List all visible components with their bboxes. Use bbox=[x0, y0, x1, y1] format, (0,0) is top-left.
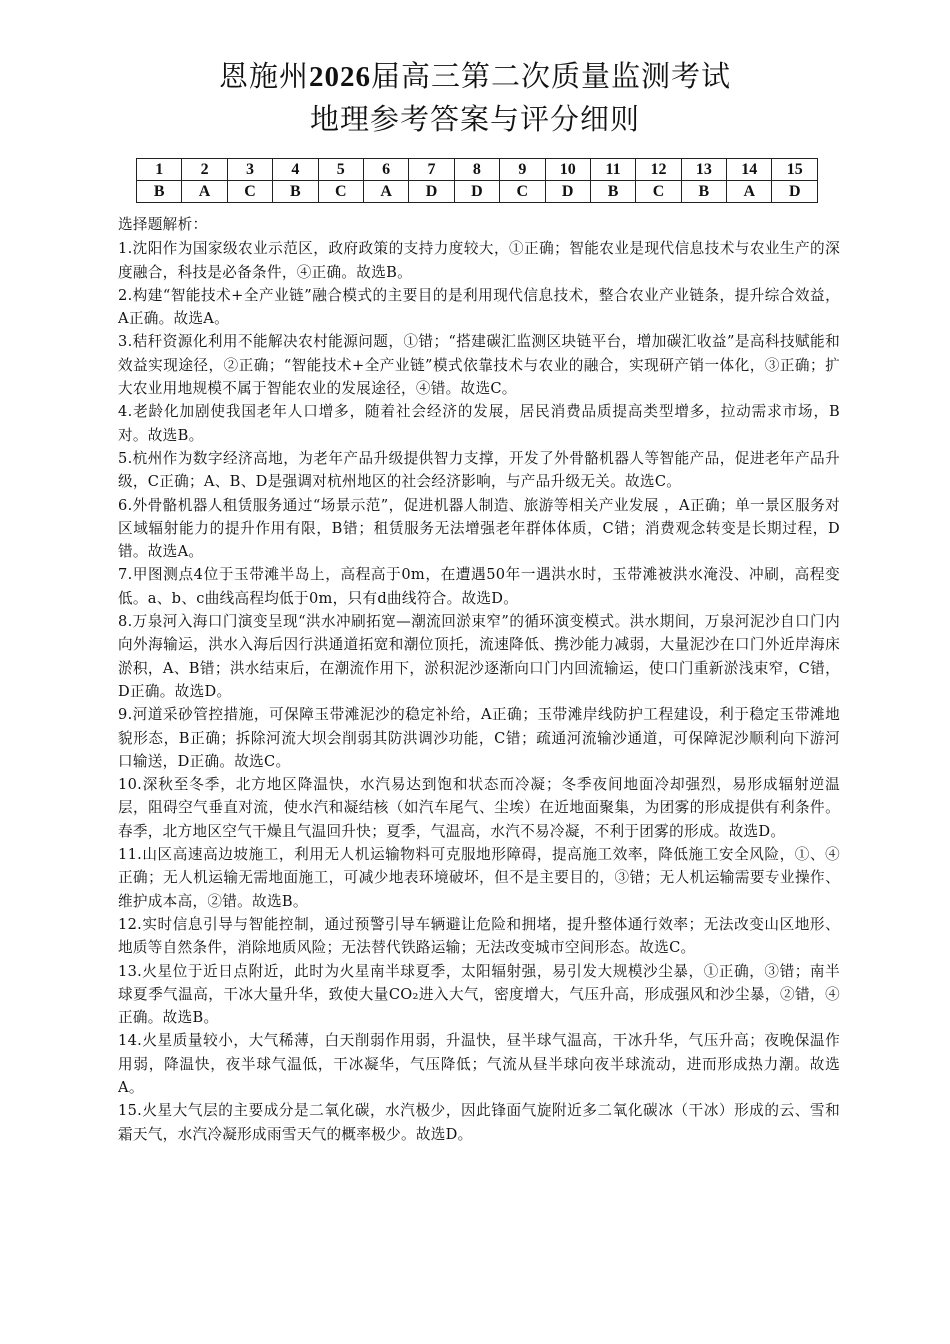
question-number: 2 bbox=[182, 159, 227, 181]
explanation-paragraph: 1.沈阳作为国家级农业示范区，政府政策的支持力度较大，①正确；智能农业是现代信息技术与农业生产的深度融合，科技是必备条件，④正确。故选B。 bbox=[118, 240, 840, 281]
answer-cell: B bbox=[681, 181, 726, 203]
explanation-paragraph: 11.山区高速高边坡施工，利用无人机运输物料可克服地形障碍，提高施工效率，降低施工安全风险，①、④正确；无人机运输无需地面施工，可减少地表环境破坏，但不是主要目的，③错；无人机运输需要专业操作、维护成本高，②错。故选B。 bbox=[118, 846, 840, 910]
answer-cell: B bbox=[137, 181, 182, 203]
section-heading: 选择题解析： bbox=[118, 216, 208, 233]
question-number: 5 bbox=[318, 159, 363, 181]
explanation-paragraph: 2.构建“智能技术+全产业链”融合模式的主要目的是利用现代信息技术，整合农业产业链条，提升综合效益，A正确。故选A。 bbox=[118, 286, 840, 328]
question-number: 15 bbox=[772, 159, 818, 181]
explanation-paragraph: 5.杭州作为数字经济高地，为老年产品升级提供智力支撑，开发了外骨骼机器人等智能产品，促进老年产品升级，C正确；A、B、D是强调对杭州地区的社会经济影响，与产品升级无关。故选C。 bbox=[118, 449, 840, 491]
explanation-paragraph: 7.甲图测点4位于玉带滩半岛上，高程高于0m，在遭遇50年一遇洪水时，玉带滩被洪水淹没、冲刷，高程变低。a、b、c曲线高程均低于0m，只有d曲线符合。故选D。 bbox=[118, 566, 840, 607]
answer-cell: D bbox=[545, 181, 590, 203]
explanation-paragraph: 14.火星质量较小，大气稀薄，白天削弱作用弱，升温快，昼半球气温高，干冰升华，气压升高；夜晚保温作用弱，降温快，夜半球气温低，干冰凝华，气压降低；气流从昼半球向夜半球流动，进而形成热力潮。故选A。 bbox=[118, 1032, 840, 1096]
question-number: 13 bbox=[681, 159, 726, 181]
question-number-row bbox=[137, 159, 818, 181]
answer-cell: B bbox=[590, 181, 635, 203]
answer-cell: A bbox=[182, 181, 227, 203]
explanation-paragraph: 3.秸秆资源化利用不能解决农村能源问题，①错；“搭建碳汇监测区块链平台，增加碳汇收益”是高科技赋能和效益实现途径，②正确；“智能技术+全产业链”模式依靠技术与农业的融合，实现研产销一体化，③正确；扩大农业用地规模不属于智能农业的发展途径，④错。故选C。 bbox=[118, 333, 840, 398]
question-number: 11 bbox=[590, 159, 635, 181]
answer-cell: D bbox=[454, 181, 499, 203]
document-title bbox=[0, 58, 950, 95]
answer-cell: C bbox=[227, 181, 272, 203]
question-number: 8 bbox=[454, 159, 499, 181]
title-prefix: 恩施州 bbox=[218, 59, 309, 93]
explanations-section bbox=[118, 213, 840, 1146]
explanation-paragraph: 10.深秋至冬季，北方地区降温快，水汽易达到饱和状态而冷凝；冬季夜间地面冷却强烈，易形成辐射逆温层，阻碍空气垂直对流，使水汽和凝结核（如汽车尾气、尘埃）在近地面聚集，为团雾的形成提供有利条件。春季，北方地区空气干燥且气温回升快；夏季，气温高，水汽不易冷凝，不利于团雾的形成。故选D。 bbox=[118, 776, 840, 840]
explanation-paragraph: 12.实时信息引导与智能控制，通过预警引导车辆避让危险和拥堵，提升整体通行效率；无法改变山区地形、地质等自然条件，消除地质风险；无法替代铁路运输；无法改变城市空间形态。故选C。 bbox=[118, 915, 840, 957]
question-number: 1 bbox=[137, 159, 182, 181]
question-number: 12 bbox=[636, 159, 681, 181]
answer-cell: C bbox=[636, 181, 681, 203]
answer-row bbox=[137, 181, 818, 203]
answer-key-table bbox=[136, 158, 818, 203]
answer-cell: D bbox=[772, 181, 818, 203]
question-number: 14 bbox=[727, 159, 772, 181]
answer-cell: D bbox=[409, 181, 454, 203]
document-subtitle: 地理参考答案与评分细则 bbox=[309, 102, 640, 136]
explanation-paragraph: 13.火星位于近日点附近，此时为火星南半球夏季，太阳辐射强，易引发大规模沙尘暴，①正确，③错；南半球夏季气温高，干冰大量升华，致使大量CO₂进入大气，密度增大，气压升高，形成强风和沙尘暴，②错，④正确。故选B。 bbox=[118, 962, 840, 1027]
explanation-paragraph: 8.万泉河入海口门演变呈现“洪水冲刷拓宽—潮流回淤束窄”的循环演变模式。洪水期间，万泉河泥沙自口门内向外海输运，洪水入海后因行洪通道拓宽和潮位顶托，流速降低、携沙能力减弱，大量泥沙在口门外近岸海床淤积，A、B错；洪水结束后，在潮流作用下，淤积泥沙逐渐向口门内回流输运，使口门重新淤浅束窄，C错，D正确。故选D。 bbox=[118, 613, 840, 700]
explanation-paragraph: 9.河道采砂管控措施，可保障玉带滩泥沙的稳定补给，A正确；玉带滩岸线防护工程建设，利于稳定玉带滩地貌形态，B正确；拆除河流大坝会削弱其防洪调沙功能，C错；疏通河流输沙通道，可保障泥沙顺利向下游河口输送，D正确。故选C。 bbox=[118, 706, 840, 770]
answer-cell: C bbox=[318, 181, 363, 203]
explanation-paragraph: 15.火星大气层的主要成分是二氧化碳，水汽极少，因此锋面气旋附近多二氧化碳冰（干冰）形成的云、雪和霜天气，水汽冷凝形成雨雪天气的概率极少。故选D。 bbox=[118, 1102, 840, 1143]
question-number: 3 bbox=[227, 159, 272, 181]
explanation-paragraph: 4.老龄化加剧使我国老年人口增多，随着社会经济的发展，居民消费品质提高类型增多，拉动需求市场，B对。故选B。 bbox=[118, 403, 840, 444]
title-suffix: 届高三第二次质量监测考试 bbox=[371, 59, 732, 93]
question-number: 6 bbox=[363, 159, 408, 181]
answer-cell: B bbox=[273, 181, 318, 203]
answer-cell: C bbox=[500, 181, 545, 203]
question-number: 4 bbox=[273, 159, 318, 181]
question-number: 10 bbox=[545, 159, 590, 181]
answer-cell: A bbox=[363, 181, 408, 203]
question-number: 7 bbox=[409, 159, 454, 181]
explanation-paragraph: 6.外骨骼机器人租赁服务通过“场景示范”，促进机器人制造、旅游等相关产业发展 ，A正确；单一景区服务对区域辐射能力的提升作用有限，B错；租赁服务无法增强老年群体体质，C错；消费观念转变是长期过程，D错。故选A。 bbox=[118, 496, 840, 561]
answer-cell: A bbox=[727, 181, 772, 203]
question-number: 9 bbox=[500, 159, 545, 181]
title-year: 2026 bbox=[309, 61, 371, 93]
